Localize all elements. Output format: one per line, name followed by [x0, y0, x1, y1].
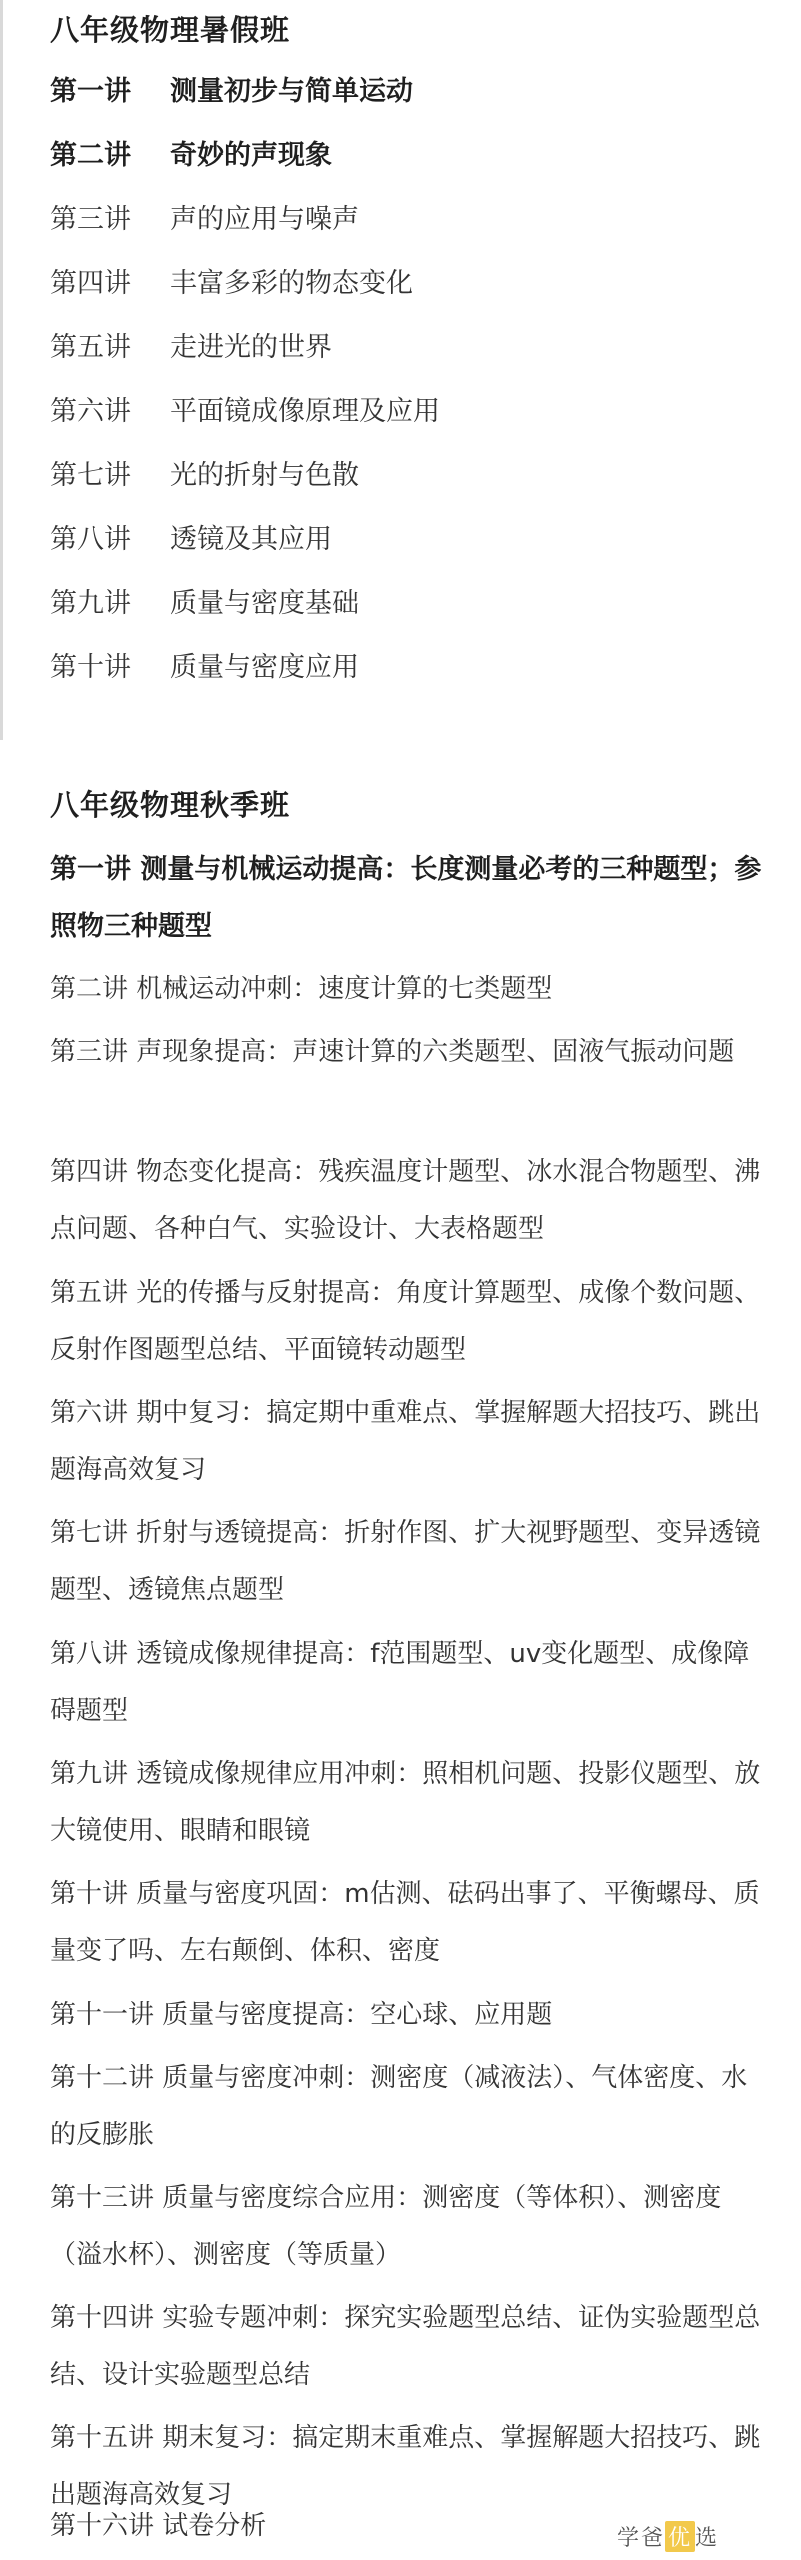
autumn-lesson-13: 第十三讲 质量与密度综合应用：测密度（等体积）、测密度（溢水杯）、测密度（等质量） — [50, 2183, 722, 2270]
watermark-highlight: 优 — [665, 2521, 695, 2552]
lesson-number: 第十讲 — [50, 652, 131, 683]
summer-lesson-1 — [50, 72, 413, 112]
lesson-title: 测量初步与简单运动 — [170, 76, 413, 107]
lesson-number: 第三讲 — [50, 204, 131, 235]
lesson-number: 第七讲 — [50, 460, 131, 491]
lesson-title: 丰富多彩的物态变化 — [170, 268, 413, 299]
lesson-title: 走进光的世界 — [170, 332, 332, 363]
summer-lesson-5 — [50, 328, 332, 368]
autumn-lesson-16: 第十六讲 试卷分析 — [50, 2511, 267, 2541]
autumn-section-title: 八年级物理秋季班 — [50, 788, 291, 822]
lesson-number: 第四讲 — [50, 268, 131, 299]
summer-section-title: 八年级物理暑假班 — [50, 13, 291, 47]
lesson-number: 第八讲 — [50, 524, 131, 555]
autumn-lesson-2: 第二讲 机械运动冲刺：速度计算的七类题型 — [50, 974, 553, 1004]
summer-lesson-4 — [50, 264, 413, 304]
autumn-lesson-1: 第一讲 测量与机械运动提高：长度测量必考的三种题型；参照物三种题型 — [50, 854, 762, 942]
watermark-suffix: 选 — [694, 2526, 719, 2551]
autumn-lesson-7: 第七讲 折射与透镜提高：折射作图、扩大视野题型、变异透镜题型、透镜焦点题型 — [50, 1518, 761, 1605]
lesson-title: 奇妙的声现象 — [170, 140, 332, 171]
summer-lesson-6 — [50, 392, 440, 432]
autumn-lesson-3: 第三讲 声现象提高：声速计算的六类题型、固液气振动问题 — [50, 1037, 735, 1067]
lesson-number: 第一讲 — [50, 76, 131, 107]
lesson-number: 第二讲 — [50, 140, 131, 171]
summer-lesson-10 — [50, 648, 359, 688]
summer-lesson-8 — [50, 520, 332, 560]
summer-lesson-2 — [50, 136, 332, 176]
lesson-title: 平面镜成像原理及应用 — [170, 396, 440, 427]
lesson-number: 第五讲 — [50, 332, 131, 363]
summer-lesson-9 — [50, 584, 359, 624]
lesson-title: 质量与密度基础 — [170, 588, 359, 619]
lesson-title: 光的折射与色散 — [170, 460, 359, 491]
left-margin-rule — [0, 0, 3, 740]
lesson-title: 声的应用与噪声 — [170, 204, 359, 235]
lesson-number: 第六讲 — [50, 396, 131, 427]
summer-lesson-3 — [50, 200, 359, 240]
autumn-lesson-15: 第十五讲 期末复习：搞定期末重难点、掌握解题大招技巧、跳出题海高效复习 — [50, 2423, 761, 2510]
lesson-title: 质量与密度应用 — [170, 652, 359, 683]
summer-lesson-7 — [50, 456, 359, 496]
autumn-lesson-14: 第十四讲 实验专题冲刺：探究实验题型总结、证伪实验题型总结、设计实验题型总结 — [50, 2303, 761, 2390]
autumn-lesson-9: 第九讲 透镜成像规律应用冲刺：照相机问题、投影仪题型、放大镜使用、眼睛和眼镜 — [50, 1759, 761, 1846]
autumn-lesson-12: 第十二讲 质量与密度冲刺：测密度（减液法）、气体密度、水的反膨胀 — [50, 2063, 748, 2150]
lesson-title: 透镜及其应用 — [170, 524, 332, 555]
autumn-lesson-4: 第四讲 物态变化提高：残疾温度计题型、冰水混合物题型、沸点问题、各种白气、实验设计、大表格题型 — [50, 1157, 761, 1244]
watermark-logo — [617, 2521, 719, 2552]
autumn-lesson-8: 第八讲 透镜成像规律提高：f范围题型、uv变化题型、成像障碍题型 — [50, 1639, 750, 1726]
autumn-lesson-5: 第五讲 光的传播与反射提高：角度计算题型、成像个数问题、反射作图题型总结、平面镜转动题型 — [50, 1278, 761, 1365]
lesson-number: 第九讲 — [50, 588, 131, 619]
autumn-lesson-6: 第六讲 期中复习：搞定期中重难点、掌握解题大招技巧、跳出题海高效复习 — [50, 1398, 761, 1485]
autumn-lesson-10: 第十讲 质量与密度巩固：m估测、砝码出事了、平衡螺母、质量变了吗、左右颠倒、体积、密度 — [50, 1879, 760, 1966]
autumn-lesson-11: 第十一讲 质量与密度提高：空心球、应用题 — [50, 2000, 553, 2030]
watermark-prefix: 学爸 — [616, 2526, 665, 2551]
